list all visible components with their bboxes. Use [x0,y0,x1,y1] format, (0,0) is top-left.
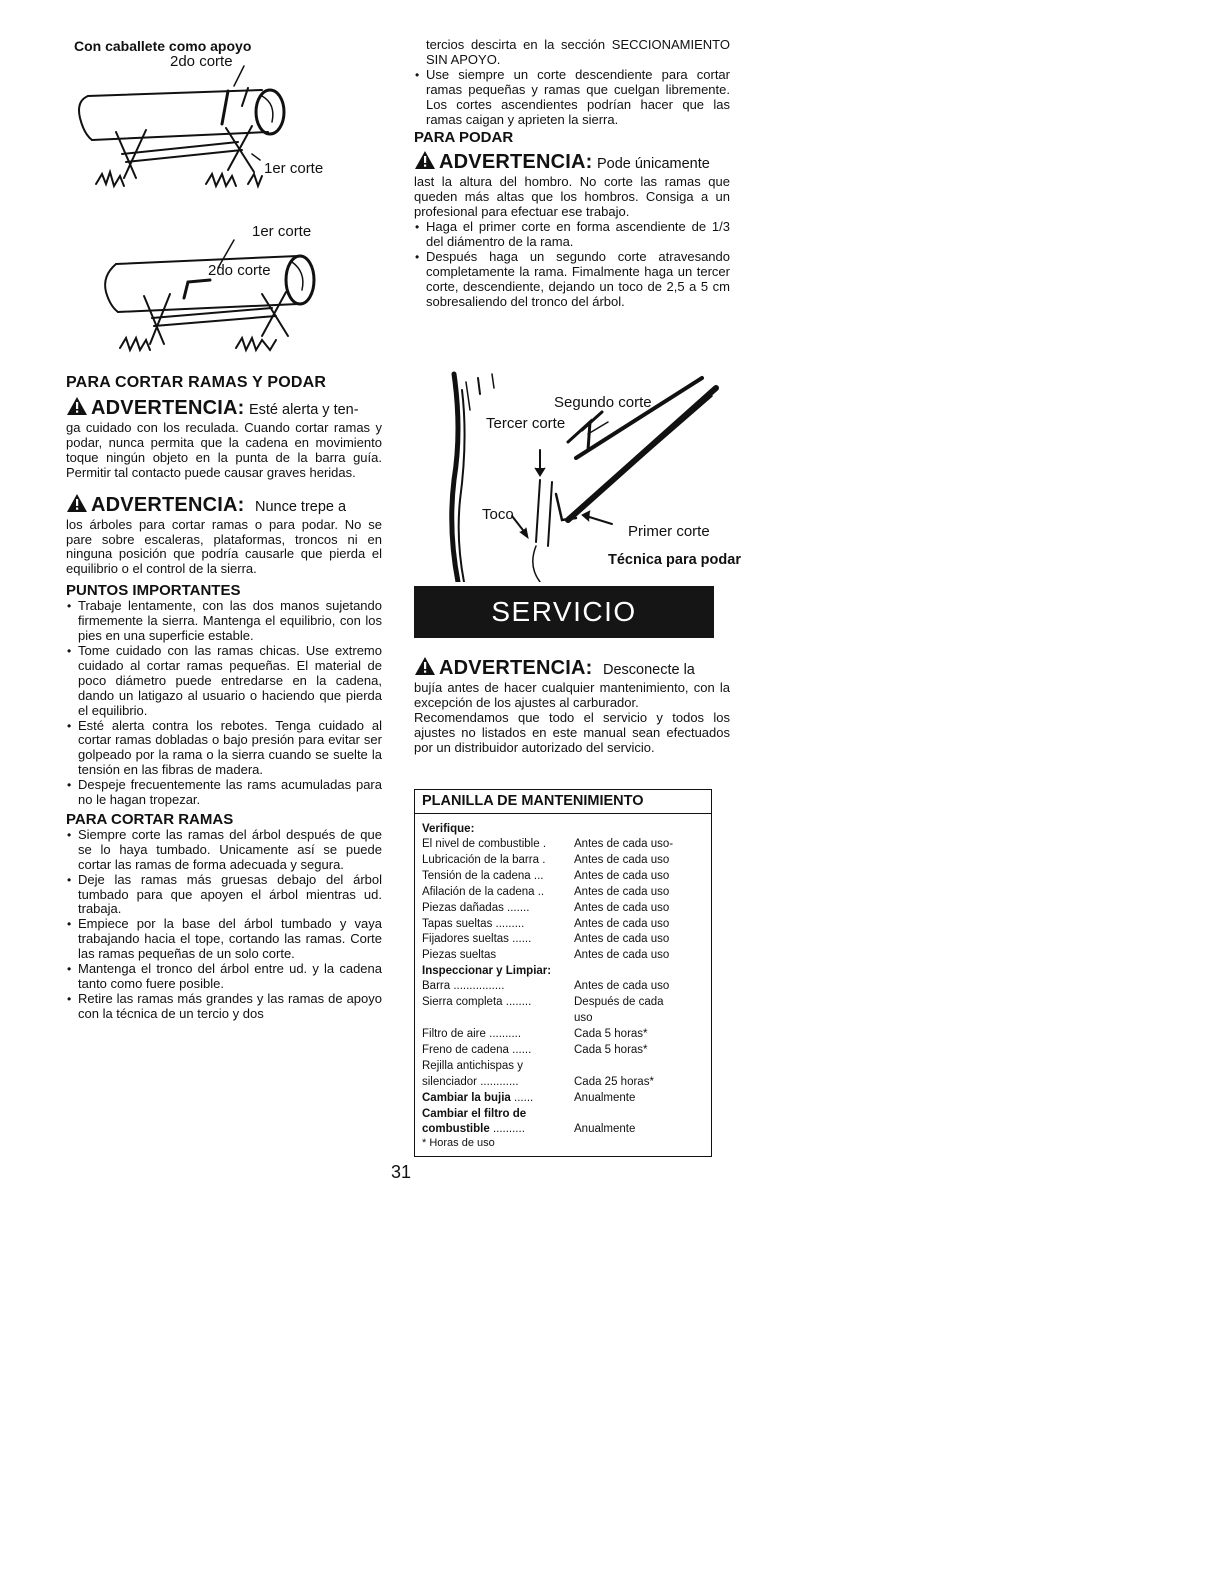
table-row: silenciador ............ Cada 25 horas* [422,1075,654,1088]
warning-text: bujía antes de hacer cualquier mantenimiento, con la excepción de los ajustes al carburador. [414,680,730,710]
continued-text: tercios descirta en la sección SECCIONAMIENTO SIN APOYO. [426,37,730,67]
table-row: Afilación de la cadena .. Antes de cada uso [422,885,670,898]
table-row: Barra ................ Antes de cada uso [422,980,670,993]
heading-para-podar: PARA PODAR [414,129,514,147]
puntos-list [66,599,382,808]
list-item: • Haga el primer corte en forma ascendiente de 1/3 del diámentro de la rama. [414,220,730,250]
table-row: El nivel de combustible . Antes de cada uso- [422,838,674,850]
table-row: Sierra completa ........ Después de cada [422,996,664,1009]
table-row: Tensión de la cadena ... Antes de cada uso [422,869,670,882]
pruning-figure [440,370,741,582]
label-toco: Toco [482,506,514,523]
list-item: • Retire las ramas más grandes y las ramas de apoyo con la técnica de un tercio y dos [66,992,382,1022]
right-column [414,38,730,310]
maintenance-title: PLANILLA DE MANTENIMIENTO [415,792,711,814]
servicio-banner: SERVICIO [414,586,714,638]
list-item: • Mantenga el tronco del árbol entre ud. y la cadena tanto como fuere posible. [66,962,382,992]
list-item: • Trabaje lentamente, con las dos manos sujetando firmemente la sierra. Mantenga el equilibrio, con los pies en una superficie estable. [66,599,382,644]
page-number: 31 [391,1162,412,1182]
list-item: • Empiece por la base del árbol tumbado y vaya trabajando hacia el tope, cortando las ramas. Corte las ramas pequeñas de un solo corte. [66,917,382,962]
heading-puntos-importantes: PUNTOS IMPORTANTES [66,582,241,600]
list-item: • Use siempre un corte descendiente para cortar ramas pequeñas y ramas que cuelgan libremente. Los cortes ascendientes podrían hacer que las ramas caigan y aprieten la sierra. [414,68,730,128]
sawbuck-illustration [66,36,382,366]
warning-kickback [66,396,382,481]
warning-triangle-icon [414,150,436,175]
list-item: • Despeje frecuentemente las rams acumuladas para no le hagan tropezar. [66,778,382,808]
cambiar-filtro-label: Cambiar el filtro de [422,1107,527,1120]
warning-label: ADVERTENCIA: [91,397,245,419]
table-row: Fijadores sueltas ...... Antes de cada uso [422,933,670,946]
warning-triangle-icon [66,396,88,421]
label-primer-corte: Primer corte [628,523,710,540]
top-label-1er-corte: 1er corte [264,160,324,177]
bottom-label-1er-corte: 1er corte [252,223,312,240]
label-tercer-corte: Tercer corte [486,415,566,432]
warning-text: ga cuidado con los reculada. Cuando cortar ramas y podar, nunca permita que la cadena en movimiento toque ningún objeto en la punta de la barra guía. Permitir tal contacto puede causar graves heridas. [66,420,382,480]
warning-text: last la altura del hombro. No corte las ramas que queden más altas que los hombros. Consiga a un profesional para efectuar ese trabajo. [414,174,730,220]
list-item: • Siempre corte las ramas del árbol después de que se lo haya tumbado. Unicamente así se puede cortar las ramas de forma adecuada y segura. [66,828,382,873]
warning-text: los árboles para cortar ramas o para podar. No se pare sobre escaleras, plataformas, troncos ni en ninguna posición que podría causarle que pierda el equilibrio o el control de la sierra. [66,516,382,577]
bottom-label-2do-corte: 2do corte [208,262,271,279]
table-row: combustible .......... Anualmente [422,1122,636,1135]
table-row: uso [574,1012,593,1025]
table-row: Filtro de aire .......... Cada 5 horas* [422,1027,648,1040]
service-recommendation: Recomendamos que todo el servicio y todos los ajustes no listados en este manual sean efectuados por un distribuidor autorizado del servicio. [414,709,730,755]
podar-list [414,220,730,309]
top-label-2do-corte: 2do corte [170,53,233,70]
ramas-list [66,828,382,1022]
heading-para-cortar-ramas-y-podar: PARA CORTAR RAMAS Y PODAR [66,374,327,391]
pruning-caption: Técnica para podar [608,552,741,568]
list-item: • Después haga un segundo corte atravesando completamente la rama. Fimalmente haga un tercer corte, descendiente, dejando un toco de 2,5 a 5 cm sobresaliendo del tronco del árbol. [414,250,730,310]
verifique-subheading: Verifique: [422,823,475,835]
warning-lead: Desconecte la [602,662,695,678]
table-row: Piezas dañadas ....... Antes de cada uso [422,901,670,914]
left-column [66,374,382,1022]
warning-lead: Nunce trepe a [254,498,347,515]
inspeccionar-subheading: Inspeccionar y Limpiar: [422,965,552,978]
warning-label: ADVERTENCIA: [439,657,593,679]
heading-para-cortar-ramas: PARA CORTAR RAMAS [66,810,234,828]
table-row: Piezas sueltas Antes de cada uso [422,949,670,962]
maintenance-table [414,789,712,1157]
warning-label: ADVERTENCIA: [439,151,593,174]
table-row: Freno de cadena ...... Cada 5 horas* [422,1043,648,1056]
sawbuck-figure [66,36,382,366]
warning-shoulder-height [414,150,730,220]
table-row: Tapas sueltas ......... Antes de cada uso [422,917,670,930]
warning-lead: Pode únicamente [596,156,710,173]
warning-triangle-icon [66,493,88,518]
warning-disconnect-spark-plug [414,656,730,711]
warning-lead: Esté alerta y ten- [248,402,359,418]
list-item: • Tome cuidado con las ramas chicas. Use extremo cuidado al cortar ramas pequeñas. El material de poco diámetro puede entredarse en la cadena, dando un latigazo al usuario o haciendo que pierda el equilibrio. [66,644,382,719]
warning-label: ADVERTENCIA: [91,493,245,516]
service-block [414,656,730,756]
table-row: Cambiar la bujia ...... Anualmente [422,1091,636,1104]
warning-triangle-icon [414,656,436,681]
descend-list [414,68,730,128]
table-row: Rejilla antichispas y [422,1059,523,1072]
table-footnote: * Horas de uso [422,1137,495,1150]
list-item: • Deje las ramas más gruesas debajo del árbol tumbado para que apoyen el árbol mientras ud. trabaja. [66,873,382,918]
label-segundo-corte: Segundo corte [554,394,652,411]
table-row: Lubricación de la barra . Antes de cada uso [422,853,670,866]
sawbuck-figure-title: Con caballete como apoyo [74,38,252,54]
list-item: • Esté alerta contra los rebotes. Tenga cuidado al cortar ramas dobladas o bajo presión para evitar ser golpeado por la rama o la sierra cuando se suelte la tensión en las fibras de madera. [66,719,382,779]
warning-no-climb [66,493,382,578]
